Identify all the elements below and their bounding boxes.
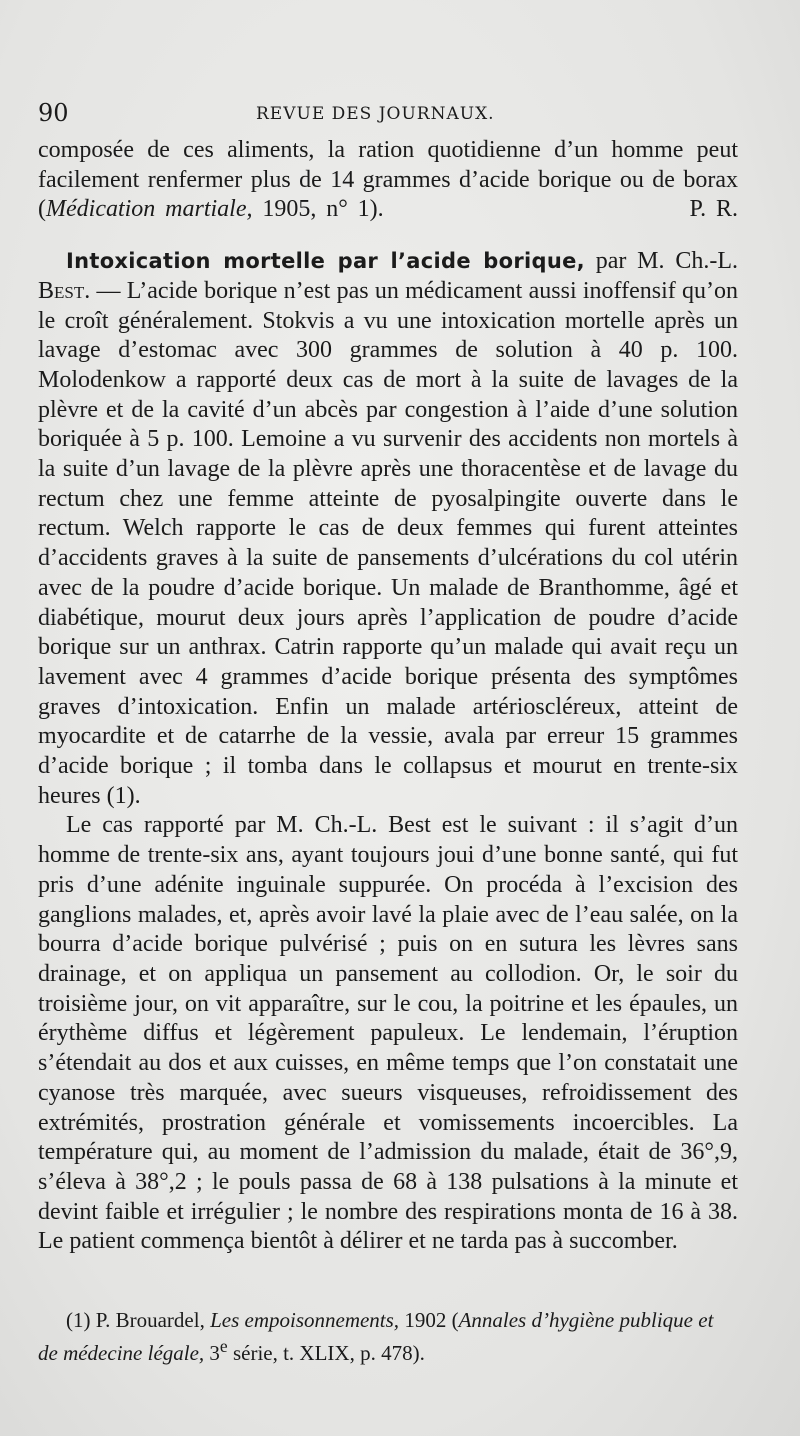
page-number: 90 — [38, 99, 69, 127]
page-body — [38, 136, 738, 1366]
continued-text: composée de ces aliments, la ration quotidienne d’un homme peut facilement renfermer plus de 14 grammes d’acide borique ou de borax ( — [38, 137, 738, 223]
footnote-journal: Annales d’hygiène publique et de médecine légale, — [38, 1308, 714, 1366]
article-author-prefix: par M. Ch.-L. — [584, 248, 738, 275]
footnote-year: 1902 ( — [399, 1308, 459, 1333]
article-title: Intoxication mortelle par l’acide borique, — [66, 249, 585, 274]
footnote-author: P. Brouardel, — [90, 1308, 211, 1333]
footnote-work: Les empoisonnements, — [210, 1308, 400, 1333]
paragraph-1-text: . — L’acide borique n’est pas un médicament aussi inoffensif qu’on le croît généralement. Stokvis a vu une intoxication mortelle après un lavage d’estomac avec 300 grammes de solution à 40 p. 100. Molodenkow a rapporté deux cas de mort à la suite de lavages de la plèvre et de la cavité d’un abcès par congestion à l’aide d’une solution boriquée à 5 p. 100. Lemoine a vu survenir des accidents non mortels à la suite d’un lavage de la plèvre après une thoracentèse et de lavage du rectum chez une femme atteinte de pyosalpingite ouverte dans le rectum. Welch rapporte le cas de deux femmes qui furent atteintes d’accidents graves à la suite de pansements d’ulcérations du col utérin avec de la poudre d’acide borique. Un malade de Branthomme, âgé et diabétique, mourut deux jours après l’application de poudre d’acide borique sur un anthrax. Catrin rapporte qu’un malade qui avait reçu un lavement avec 4 grammes d’acide borique présenta des symptômes graves d’intoxication. Enfin un malade artérioscléreux, atteint de myocardite et de catarrhe de la vessie, avala par erreur 15 grammes d’acide borique ; il tomba dans le collapsus et mourut en trente-six heures — [38, 277, 738, 809]
signature: P. R. — [689, 196, 738, 223]
footnote-series-number: 3 — [204, 1341, 220, 1366]
source-title: Médication martiale, — [46, 196, 253, 223]
page-header — [38, 98, 738, 132]
running-head: REVUE DES JOURNAUX. — [256, 104, 495, 124]
article-paragraph-2 — [38, 811, 738, 1257]
article-paragraph-1 — [38, 247, 738, 811]
footnote-spacer — [38, 1257, 738, 1307]
footnote — [38, 1307, 738, 1366]
footnote-rest: série, t. XLIX, p. 478). — [227, 1341, 425, 1366]
continued-paragraph — [38, 136, 738, 225]
footnote-number: (1) — [66, 1308, 91, 1333]
article-author: Best — [38, 277, 85, 304]
footnote-series-superscript: e — [219, 1336, 228, 1357]
footnote-reference: (1). — [100, 782, 141, 809]
paragraph-2-text: Le cas rapporté par M. Ch.-L. Best est le suivant : il s’agit d’un homme de trente-six ans, ayant toujours joui d’une bonne santé, qui fut pris d’une adénite inguinale suppurée. On procéda à l’excision des ganglions malades, et, après avoir lavé la plaie avec de l’eau salée, on la bourra d’acide borique pulvérisé ; puis on en sutura les lèvres sans drainage, et on appliqua un pansement au collodion. Or, le soir du troisième jour, on vit apparaître, sur le cou, la poitrine et les épaules, un érythème diffus et légèrement papuleux. Le lendemain, l’éruption s’étendait au dos et aux cuisses, en même temps que l’on constatait une cyanose très marquée, avec sueurs visqueuses, refroidissement des extrémités, prostration générale et vomissements incoercibles. La température qui, au moment de l’admission du malade, était de 36°,9, s’éleva à 38°,2 ; le pouls passa de 68 à 138 pulsations à la minute et devint faible et irrégulier ; le nombre des respirations monta de 16 à 38. Le patient commença bientôt à délirer et ne tarda pas à succomber. — [38, 812, 738, 1255]
source-details: 1905, n° 1). — [252, 196, 384, 223]
